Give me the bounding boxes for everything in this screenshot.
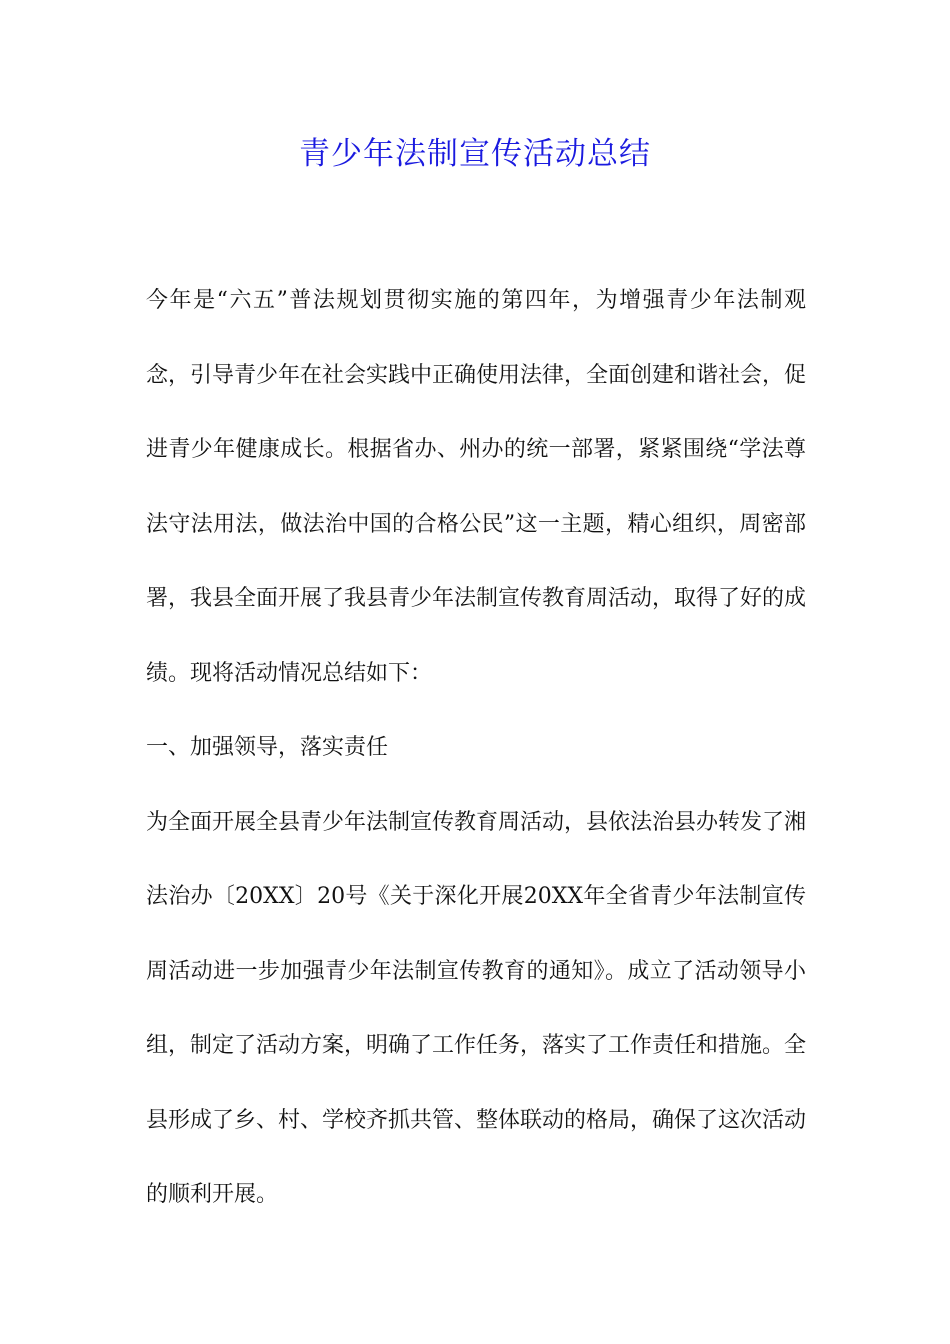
intro-paragraph: 今年是“六五”普法规划贯彻实施的第四年，为增强青少年法制观念，引导青少年在社会实践中正确使用法律，全面创建和谐社会，促进青少年健康成长。根据省办、州办的统一部署，紧紧围绕“学法尊法守法用法，做法治中国的合格公民”这一主题，精心组织，周密部署，我县全面开展了我县青少年法制宣传教育周活动，取得了好的成绩。现将活动情况总结如下： bbox=[146, 288, 807, 686]
document-body bbox=[146, 264, 806, 1233]
section-heading: 一、加强领导，落实责任 bbox=[146, 735, 389, 760]
document-title: 青少年法制宣传活动总结 bbox=[299, 136, 651, 172]
section-paragraph: 为全面开展全县青少年法制宣传教育周活动，县依法治县办转发了湘法治办〔20XX〕20号《关于深化开展20XX年全省青少年法制宣传周活动进一步加强青少年法制宣传教育的通知》。成立了活动领导小组，制定了活动方案，明确了工作任务，落实了工作责任和措施。全县形成了乡、村、学校齐抓共管、整体联动的格局，确保了这次活动的顺利开展。 bbox=[146, 809, 807, 1207]
